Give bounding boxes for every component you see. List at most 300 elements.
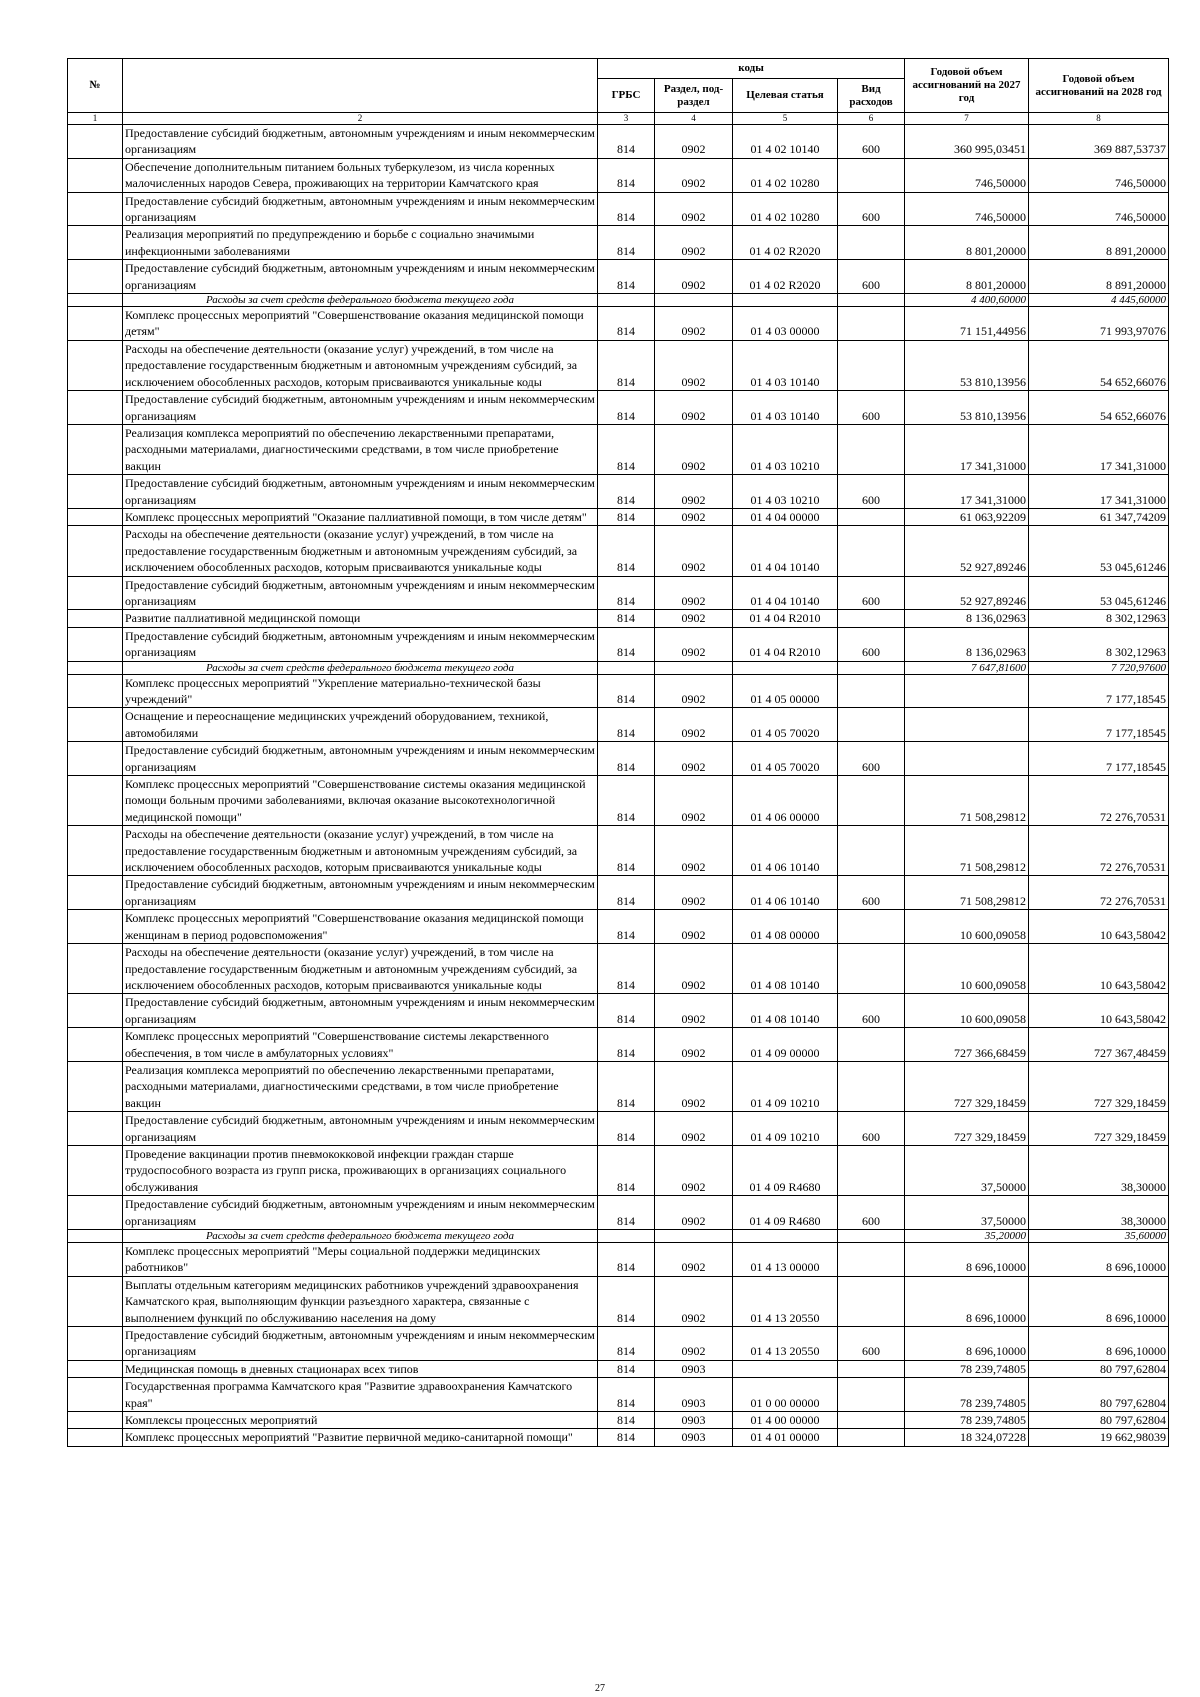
- grbs-cell: 814: [598, 1412, 655, 1429]
- row-name-cell: Предоставление субсидий бюджетным, автономным учреждениям и иным некоммерческим организациям: [123, 125, 598, 159]
- amount-2027-cell: 18 324,07228: [905, 1429, 1029, 1446]
- grbs-cell: 814: [598, 576, 655, 610]
- row-name-cell: Комплекс процессных мероприятий "Совершенствование оказания медицинской помощи детям": [123, 307, 598, 341]
- row-name-cell: Предоставление субсидий бюджетным, автономным учреждениям и иным некоммерческим организациям: [123, 876, 598, 910]
- amount-2027-cell: 8 801,20000: [905, 260, 1029, 294]
- celevaya-cell: 01 4 08 10140: [733, 944, 838, 994]
- grbs-cell: 814: [598, 1061, 655, 1111]
- header-codes: коды: [598, 59, 905, 79]
- row-name-cell: Предоставление субсидий бюджетным, автономным учреждениям и иным некоммерческим организациям: [123, 994, 598, 1028]
- row-number-cell: [68, 742, 123, 776]
- grbs-cell: 814: [598, 1327, 655, 1361]
- row-name-cell: Реализация комплекса мероприятий по обеспечению лекарственными препаратами, расходными материалами, диагностическими средствами, в том числе приобретение вакцин: [123, 1061, 598, 1111]
- celevaya-cell: 01 4 05 00000: [733, 674, 838, 708]
- table-row: [68, 391, 1169, 425]
- row-number-cell: [68, 994, 123, 1028]
- row-name-cell: Предоставление субсидий бюджетным, автономным учреждениям и иным некоммерческим организациям: [123, 1112, 598, 1146]
- celevaya-cell: 01 4 01 00000: [733, 1429, 838, 1446]
- celevaya-cell: 01 4 05 70020: [733, 742, 838, 776]
- table-row: [68, 876, 1169, 910]
- row-number-cell: [68, 1112, 123, 1146]
- row-number-cell: [68, 1327, 123, 1361]
- row-number-cell: [68, 776, 123, 826]
- column-number: 2: [123, 113, 598, 125]
- row-number-cell: [68, 1145, 123, 1195]
- row-name-cell: Реализация комплекса мероприятий по обеспечению лекарственными препаратами, расходными материалами, диагностическими средствами, в том числе приобретение вакцин: [123, 424, 598, 474]
- row-number-cell: [68, 1360, 123, 1377]
- amount-2027-cell: 727 366,68459: [905, 1028, 1029, 1062]
- vid-cell: [838, 910, 905, 944]
- table-row: [68, 475, 1169, 509]
- table-body: [68, 125, 1169, 1447]
- grbs-cell: 814: [598, 1429, 655, 1446]
- grbs-cell: 814: [598, 674, 655, 708]
- amount-2027-cell: 17 341,31000: [905, 424, 1029, 474]
- row-number-cell: [68, 627, 123, 661]
- row-name-cell: Государственная программа Камчатского края "Развитие здравоохранения Камчатского края": [123, 1378, 598, 1412]
- vid-cell: [838, 661, 905, 674]
- celevaya-cell: 01 4 08 00000: [733, 910, 838, 944]
- razdel-cell: [655, 1230, 733, 1243]
- razdel-cell: 0903: [655, 1360, 733, 1377]
- grbs-cell: 814: [598, 475, 655, 509]
- amount-2028-cell: 72 276,70531: [1029, 876, 1169, 910]
- header-number: №: [68, 59, 123, 113]
- celevaya-cell: 01 4 04 R2010: [733, 610, 838, 627]
- razdel-cell: [655, 294, 733, 307]
- table-row: [68, 944, 1169, 994]
- federal-budget-row: [68, 294, 1169, 307]
- grbs-cell: 814: [598, 340, 655, 390]
- amount-2028-cell: 38,30000: [1029, 1196, 1169, 1230]
- column-number: 4: [655, 113, 733, 125]
- amount-2028-cell: 7 720,97600: [1029, 661, 1169, 674]
- amount-2028-cell: 746,50000: [1029, 192, 1169, 226]
- amount-2027-cell: 52 927,89246: [905, 526, 1029, 576]
- table-row: [68, 1276, 1169, 1326]
- federal-budget-row: [68, 661, 1169, 674]
- amount-2027-cell: 37,50000: [905, 1196, 1029, 1230]
- amount-2028-cell: 4 445,60000: [1029, 294, 1169, 307]
- row-number-cell: [68, 307, 123, 341]
- row-number-cell: [68, 508, 123, 525]
- table-row: [68, 340, 1169, 390]
- table-row: [68, 260, 1169, 294]
- vid-cell: [838, 1061, 905, 1111]
- grbs-cell: 814: [598, 1112, 655, 1146]
- amount-2027-cell: 53 810,13956: [905, 340, 1029, 390]
- grbs-cell: 814: [598, 708, 655, 742]
- razdel-cell: 0903: [655, 1412, 733, 1429]
- column-number: 8: [1029, 113, 1169, 125]
- amount-2027-cell: 727 329,18459: [905, 1112, 1029, 1146]
- amount-2028-cell: 369 887,53737: [1029, 125, 1169, 159]
- federal-budget-row: [68, 1230, 1169, 1243]
- grbs-cell: 814: [598, 158, 655, 192]
- vid-cell: [838, 526, 905, 576]
- amount-2028-cell: 8 696,10000: [1029, 1327, 1169, 1361]
- vid-cell: 600: [838, 125, 905, 159]
- table-row: [68, 576, 1169, 610]
- row-name-cell: Проведение вакцинации против пневмококковой инфекции граждан старше трудоспособного возраста из групп риска, проживающих в организациях социального обслуживания: [123, 1145, 598, 1195]
- column-number: 5: [733, 113, 838, 125]
- table-row: [68, 1196, 1169, 1230]
- row-name-cell: Комплекс процессных мероприятий "Меры социальной поддержки медицинских работников": [123, 1243, 598, 1277]
- razdel-cell: 0902: [655, 526, 733, 576]
- row-number-cell: [68, 226, 123, 260]
- vid-cell: [838, 1230, 905, 1243]
- table-row: [68, 226, 1169, 260]
- column-number-row: [68, 113, 1169, 125]
- row-number-cell: [68, 1230, 123, 1243]
- razdel-cell: 0902: [655, 826, 733, 876]
- row-name-cell: Предоставление субсидий бюджетным, автономным учреждениям и иным некоммерческим организациям: [123, 192, 598, 226]
- grbs-cell: 814: [598, 627, 655, 661]
- row-number-cell: [68, 1378, 123, 1412]
- razdel-cell: 0902: [655, 424, 733, 474]
- celevaya-cell: 01 4 09 R4680: [733, 1145, 838, 1195]
- grbs-cell: [598, 1230, 655, 1243]
- razdel-cell: 0902: [655, 125, 733, 159]
- grbs-cell: 814: [598, 526, 655, 576]
- row-name-cell: Реализация мероприятий по предупреждению и борьбе с социально значимыми инфекционными заболеваниями: [123, 226, 598, 260]
- row-name-cell: Обеспечение дополнительным питанием больных туберкулезом, из числа коренных малочисленных народов Севера, проживающих на территории Камчатского края: [123, 158, 598, 192]
- amount-2027-cell: 61 063,92209: [905, 508, 1029, 525]
- amount-2028-cell: 54 652,66076: [1029, 340, 1169, 390]
- amount-2027-cell: 727 329,18459: [905, 1061, 1029, 1111]
- row-name-cell: Комплексы процессных мероприятий: [123, 1412, 598, 1429]
- row-number-cell: [68, 260, 123, 294]
- vid-cell: 600: [838, 742, 905, 776]
- table-row: [68, 1327, 1169, 1361]
- amount-2027-cell: 8 696,10000: [905, 1276, 1029, 1326]
- row-number-cell: [68, 708, 123, 742]
- table-row: [68, 1429, 1169, 1446]
- row-name-cell: Предоставление субсидий бюджетным, автономным учреждениям и иным некоммерческим организациям: [123, 260, 598, 294]
- amount-2028-cell: 17 341,31000: [1029, 475, 1169, 509]
- celevaya-cell: [733, 294, 838, 307]
- amount-2028-cell: 71 993,97076: [1029, 307, 1169, 341]
- celevaya-cell: 01 4 04 R2010: [733, 627, 838, 661]
- row-number-cell: [68, 674, 123, 708]
- row-number-cell: [68, 1276, 123, 1326]
- vid-cell: 600: [838, 576, 905, 610]
- razdel-cell: 0902: [655, 610, 733, 627]
- grbs-cell: 814: [598, 776, 655, 826]
- amount-2027-cell: 17 341,31000: [905, 475, 1029, 509]
- row-number-cell: [68, 944, 123, 994]
- amount-2028-cell: 8 891,20000: [1029, 226, 1169, 260]
- amount-2028-cell: 80 797,62804: [1029, 1412, 1169, 1429]
- row-name-cell: Расходы на обеспечение деятельности (оказание услуг) учреждений, в том числе на предоставление государственным бюджетным и автономным учреждениям субсидий, за исключением обособленных расходов, которым присваиваются уникальные коды: [123, 340, 598, 390]
- celevaya-cell: 01 4 03 10210: [733, 475, 838, 509]
- vid-cell: [838, 158, 905, 192]
- amount-2027-cell: 71 508,29812: [905, 776, 1029, 826]
- amount-2027-cell: 78 239,74805: [905, 1412, 1029, 1429]
- row-number-cell: [68, 424, 123, 474]
- razdel-cell: 0902: [655, 627, 733, 661]
- celevaya-cell: 01 4 02 10280: [733, 192, 838, 226]
- razdel-cell: 0902: [655, 674, 733, 708]
- celevaya-cell: 01 0 00 00000: [733, 1378, 838, 1412]
- amount-2028-cell: 10 643,58042: [1029, 944, 1169, 994]
- razdel-cell: 0902: [655, 1112, 733, 1146]
- amount-2027-cell: 8 696,10000: [905, 1327, 1029, 1361]
- grbs-cell: 814: [598, 1243, 655, 1277]
- grbs-cell: 814: [598, 742, 655, 776]
- grbs-cell: 814: [598, 610, 655, 627]
- amount-2028-cell: 727 329,18459: [1029, 1112, 1169, 1146]
- celevaya-cell: 01 4 13 00000: [733, 1243, 838, 1277]
- razdel-cell: 0902: [655, 226, 733, 260]
- table-row: [68, 776, 1169, 826]
- row-number-cell: [68, 826, 123, 876]
- row-name-cell: Расходы за счет средств федерального бюджета текущего года: [123, 1230, 598, 1243]
- row-number-cell: [68, 475, 123, 509]
- vid-cell: [838, 424, 905, 474]
- grbs-cell: 814: [598, 226, 655, 260]
- vid-cell: [838, 307, 905, 341]
- vid-cell: [838, 1412, 905, 1429]
- amount-2027-cell: 8 136,02963: [905, 627, 1029, 661]
- vid-cell: [838, 826, 905, 876]
- vid-cell: [838, 1145, 905, 1195]
- row-number-cell: [68, 1196, 123, 1230]
- row-name-cell: Комплекс процессных мероприятий "Развитие первичной медико-санитарной помощи": [123, 1429, 598, 1446]
- grbs-cell: 814: [598, 192, 655, 226]
- amount-2027-cell: [905, 708, 1029, 742]
- row-name-cell: Выплаты отдельным категориям медицинских работников учреждений здравоохранения Камчатского края, выполняющим функции разъездного характера, связанные с выполнением функций по обслуживанию населения на дому: [123, 1276, 598, 1326]
- row-name-cell: Расходы за счет средств федерального бюджета текущего года: [123, 661, 598, 674]
- row-number-cell: [68, 876, 123, 910]
- budget-table: [67, 58, 1169, 1447]
- table-row: [68, 826, 1169, 876]
- vid-cell: [838, 944, 905, 994]
- table-row: [68, 1061, 1169, 1111]
- row-number-cell: [68, 1243, 123, 1277]
- amount-2028-cell: 7 177,18545: [1029, 708, 1169, 742]
- table-row: [68, 674, 1169, 708]
- row-name-cell: Предоставление субсидий бюджетным, автономным учреждениям и иным некоммерческим организациям: [123, 627, 598, 661]
- celevaya-cell: 01 4 09 R4680: [733, 1196, 838, 1230]
- row-name-cell: Предоставление субсидий бюджетным, автономным учреждениям и иным некоммерческим организациям: [123, 1327, 598, 1361]
- razdel-cell: 0902: [655, 508, 733, 525]
- vid-cell: 600: [838, 1196, 905, 1230]
- amount-2028-cell: 80 797,62804: [1029, 1378, 1169, 1412]
- table-row: [68, 1360, 1169, 1377]
- header-year-2028: Годовой объем ассигнований на 2028 год: [1029, 59, 1169, 113]
- table-row: [68, 1243, 1169, 1277]
- vid-cell: [838, 340, 905, 390]
- table-row: [68, 424, 1169, 474]
- amount-2027-cell: 746,50000: [905, 192, 1029, 226]
- celevaya-cell: 01 4 06 10140: [733, 826, 838, 876]
- row-name-cell: Расходы на обеспечение деятельности (оказание услуг) учреждений, в том числе на предоставление государственным бюджетным и автономным учреждениям субсидий, за исключением обособленных расходов, которым присваиваются уникальные коды: [123, 526, 598, 576]
- table-row: [68, 1028, 1169, 1062]
- table-row: [68, 307, 1169, 341]
- grbs-cell: 814: [598, 508, 655, 525]
- razdel-cell: 0902: [655, 475, 733, 509]
- razdel-cell: 0902: [655, 1276, 733, 1326]
- amount-2027-cell: 746,50000: [905, 158, 1029, 192]
- amount-2027-cell: 37,50000: [905, 1145, 1029, 1195]
- amount-2027-cell: 10 600,09058: [905, 944, 1029, 994]
- grbs-cell: 814: [598, 1196, 655, 1230]
- razdel-cell: 0902: [655, 944, 733, 994]
- celevaya-cell: 01 4 09 10210: [733, 1112, 838, 1146]
- razdel-cell: 0902: [655, 994, 733, 1028]
- razdel-cell: 0902: [655, 708, 733, 742]
- amount-2028-cell: 72 276,70531: [1029, 776, 1169, 826]
- grbs-cell: 814: [598, 944, 655, 994]
- celevaya-cell: 01 4 04 10140: [733, 576, 838, 610]
- amount-2028-cell: 19 662,98039: [1029, 1429, 1169, 1446]
- grbs-cell: 814: [598, 125, 655, 159]
- razdel-cell: 0902: [655, 340, 733, 390]
- row-name-cell: Расходы на обеспечение деятельности (оказание услуг) учреждений, в том числе на предоставление государственным бюджетным и автономным учреждениям субсидий, за исключением обособленных расходов, которым присваиваются уникальные коды: [123, 944, 598, 994]
- vid-cell: [838, 776, 905, 826]
- grbs-cell: 814: [598, 1028, 655, 1062]
- amount-2028-cell: 53 045,61246: [1029, 576, 1169, 610]
- amount-2027-cell: 8 801,20000: [905, 226, 1029, 260]
- amount-2028-cell: 8 696,10000: [1029, 1276, 1169, 1326]
- amount-2028-cell: 8 696,10000: [1029, 1243, 1169, 1277]
- vid-cell: [838, 1378, 905, 1412]
- celevaya-cell: 01 4 05 70020: [733, 708, 838, 742]
- column-number: 6: [838, 113, 905, 125]
- column-number: 7: [905, 113, 1029, 125]
- row-name-cell: Предоставление субсидий бюджетным, автономным учреждениям и иным некоммерческим организациям: [123, 391, 598, 425]
- grbs-cell: 814: [598, 1378, 655, 1412]
- row-name-cell: Предоставление субсидий бюджетным, автономным учреждениям и иным некоммерческим организациям: [123, 742, 598, 776]
- vid-cell: 600: [838, 876, 905, 910]
- razdel-cell: 0902: [655, 192, 733, 226]
- grbs-cell: 814: [598, 910, 655, 944]
- amount-2028-cell: 10 643,58042: [1029, 994, 1169, 1028]
- vid-cell: [838, 1360, 905, 1377]
- amount-2027-cell: 10 600,09058: [905, 910, 1029, 944]
- column-number: 1: [68, 113, 123, 125]
- row-name-cell: Комплекс процессных мероприятий "Укрепление материально-технической базы учреждений": [123, 674, 598, 708]
- amount-2028-cell: 7 177,18545: [1029, 742, 1169, 776]
- grbs-cell: 814: [598, 1360, 655, 1377]
- razdel-cell: 0902: [655, 576, 733, 610]
- vid-cell: [838, 294, 905, 307]
- vid-cell: [838, 708, 905, 742]
- amount-2027-cell: 360 995,03451: [905, 125, 1029, 159]
- grbs-cell: [598, 661, 655, 674]
- razdel-cell: [655, 661, 733, 674]
- header-grbs: ГРБС: [598, 79, 655, 113]
- amount-2027-cell: 4 400,60000: [905, 294, 1029, 307]
- amount-2028-cell: 17 341,31000: [1029, 424, 1169, 474]
- row-name-cell: Расходы на обеспечение деятельности (оказание услуг) учреждений, в том числе на предоставление государственным бюджетным и автономным учреждениям субсидий, за исключением обособленных расходов, которым присваиваются уникальные коды: [123, 826, 598, 876]
- amount-2028-cell: 7 177,18545: [1029, 674, 1169, 708]
- razdel-cell: 0902: [655, 1061, 733, 1111]
- vid-cell: 600: [838, 1112, 905, 1146]
- row-name-cell: Комплекс процессных мероприятий "Совершенствование системы оказания медицинской помощи больным прочими заболеваниями, включая оказание высокотехнологичной медицинской помощи": [123, 776, 598, 826]
- row-number-cell: [68, 1412, 123, 1429]
- razdel-cell: 0902: [655, 910, 733, 944]
- amount-2027-cell: 71 151,44956: [905, 307, 1029, 341]
- table-row: [68, 158, 1169, 192]
- razdel-cell: 0902: [655, 158, 733, 192]
- vid-cell: 600: [838, 391, 905, 425]
- celevaya-cell: 01 4 06 00000: [733, 776, 838, 826]
- row-number-cell: [68, 576, 123, 610]
- vid-cell: [838, 1429, 905, 1446]
- celevaya-cell: 01 4 03 00000: [733, 307, 838, 341]
- table-row: [68, 742, 1169, 776]
- razdel-cell: 0902: [655, 776, 733, 826]
- table-row: [68, 1412, 1169, 1429]
- table-row: [68, 610, 1169, 627]
- grbs-cell: 814: [598, 1276, 655, 1326]
- amount-2027-cell: 7 647,81600: [905, 661, 1029, 674]
- celevaya-cell: 01 4 04 10140: [733, 526, 838, 576]
- row-name-cell: Комплекс процессных мероприятий "Совершенствование системы лекарственного обеспечения, в том числе в амбулаторных условиях": [123, 1028, 598, 1062]
- amount-2028-cell: 53 045,61246: [1029, 526, 1169, 576]
- grbs-cell: 814: [598, 391, 655, 425]
- celevaya-cell: 01 4 02 10280: [733, 158, 838, 192]
- vid-cell: [838, 1276, 905, 1326]
- amount-2028-cell: 38,30000: [1029, 1145, 1169, 1195]
- table-row: [68, 125, 1169, 159]
- row-name-cell: Комплекс процессных мероприятий "Совершенствование оказания медицинской помощи женщинам в период родовспоможения": [123, 910, 598, 944]
- razdel-cell: 0902: [655, 1327, 733, 1361]
- vid-cell: 600: [838, 260, 905, 294]
- table-row: [68, 627, 1169, 661]
- amount-2027-cell: [905, 674, 1029, 708]
- table-row: [68, 910, 1169, 944]
- row-number-cell: [68, 192, 123, 226]
- amount-2028-cell: 8 891,20000: [1029, 260, 1169, 294]
- vid-cell: 600: [838, 475, 905, 509]
- grbs-cell: [598, 294, 655, 307]
- razdel-cell: 0902: [655, 876, 733, 910]
- amount-2028-cell: 80 797,62804: [1029, 1360, 1169, 1377]
- amount-2027-cell: 8 696,10000: [905, 1243, 1029, 1277]
- page-number: 27: [595, 1683, 605, 1694]
- table-row: [68, 994, 1169, 1028]
- celevaya-cell: 01 4 13 20550: [733, 1327, 838, 1361]
- table-row: [68, 1145, 1169, 1195]
- header-celevaya: Целевая статья: [733, 79, 838, 113]
- amount-2028-cell: 8 302,12963: [1029, 610, 1169, 627]
- row-name-cell: Предоставление субсидий бюджетным, автономным учреждениям и иным некоммерческим организациям: [123, 1196, 598, 1230]
- table-row: [68, 1378, 1169, 1412]
- celevaya-cell: 01 4 02 R2020: [733, 226, 838, 260]
- table-row: [68, 1112, 1169, 1146]
- table-row: [68, 526, 1169, 576]
- column-number: 3: [598, 113, 655, 125]
- row-name-cell: Развитие паллиативной медицинской помощи: [123, 610, 598, 627]
- grbs-cell: 814: [598, 876, 655, 910]
- celevaya-cell: 01 4 03 10140: [733, 391, 838, 425]
- budget-document: [67, 58, 1168, 1447]
- razdel-cell: 0902: [655, 1196, 733, 1230]
- row-name-cell: Расходы за счет средств федерального бюджета текущего года: [123, 294, 598, 307]
- vid-cell: 600: [838, 1327, 905, 1361]
- vid-cell: [838, 226, 905, 260]
- grbs-cell: 814: [598, 307, 655, 341]
- vid-cell: 600: [838, 627, 905, 661]
- amount-2028-cell: 10 643,58042: [1029, 910, 1169, 944]
- row-name-cell: Комплекс процессных мероприятий "Оказание паллиативной помощи, в том числе детям": [123, 508, 598, 525]
- celevaya-cell: 01 4 03 10210: [733, 424, 838, 474]
- celevaya-cell: [733, 661, 838, 674]
- celevaya-cell: 01 4 09 00000: [733, 1028, 838, 1062]
